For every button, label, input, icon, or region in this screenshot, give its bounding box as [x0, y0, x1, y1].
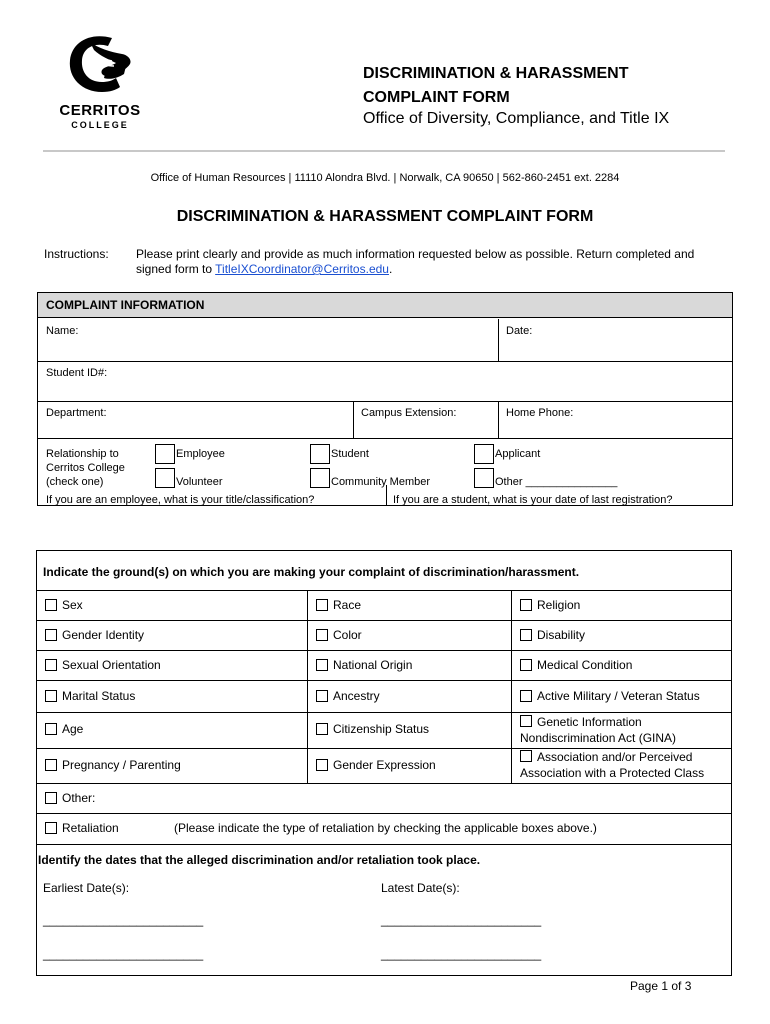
row-divider — [38, 401, 732, 402]
ground-marital-status[interactable] — [45, 689, 135, 703]
checkbox[interactable] — [45, 659, 57, 671]
coordinator-email-link[interactable]: TitleIXCoordinator@Cerritos.edu — [215, 262, 389, 276]
ground-label: Race — [333, 598, 362, 612]
employee-label: Employee — [176, 448, 225, 460]
ground-label-cont: Association with a Protected Class — [520, 766, 705, 780]
ground-gender-expression[interactable] — [316, 758, 436, 772]
ground-genetic-information[interactable] — [520, 714, 676, 746]
checkbox[interactable] — [316, 690, 328, 702]
cougar-c-icon — [50, 30, 150, 105]
ground-label: Other: — [62, 791, 96, 805]
col-divider — [498, 401, 499, 438]
ground-pregnancy-parenting[interactable] — [45, 758, 181, 772]
complaint-information-heading: COMPLAINT INFORMATION — [37, 292, 733, 318]
dates-heading: Identify the dates that the alleged discrimination and/or retaliation took place. — [38, 853, 481, 867]
ground-label: Pregnancy / Parenting — [62, 758, 181, 772]
row-divider — [38, 438, 732, 439]
community-member-checkbox[interactable] — [310, 468, 330, 488]
col-divider — [498, 319, 499, 361]
row-divider — [37, 590, 731, 591]
earliest-date-line-1[interactable]: ________________________ — [43, 913, 204, 927]
row-divider — [37, 620, 731, 621]
grounds-table — [36, 550, 732, 976]
instructions-text-end: . — [388, 262, 393, 276]
ground-sexual-orientation[interactable] — [45, 658, 161, 672]
checkbox[interactable] — [316, 599, 328, 611]
ground-gender-identity[interactable] — [45, 628, 144, 642]
ground-label: Citizenship Status — [333, 722, 430, 736]
ground-religion[interactable] — [520, 598, 580, 612]
ground-ancestry[interactable] — [316, 689, 380, 703]
ground-label: Genetic Information — [537, 715, 642, 729]
checkbox[interactable] — [45, 690, 57, 702]
row-divider — [37, 783, 731, 784]
logo-subtitle: COLLEGE — [71, 120, 129, 130]
ground-label-cont: Nondiscrimination Act (GINA) — [520, 731, 677, 745]
relationship-line2: Cerritos College — [46, 462, 125, 474]
col-divider — [307, 590, 308, 783]
checkbox[interactable] — [45, 822, 57, 834]
ground-label: Ancestry — [333, 689, 380, 703]
ground-citizenship-status[interactable] — [316, 722, 429, 736]
row-divider — [37, 680, 731, 681]
ground-disability[interactable] — [520, 628, 585, 642]
complaint-information-table — [37, 292, 733, 506]
student-label: Student — [331, 448, 369, 460]
ground-label: Sexual Orientation — [62, 658, 161, 672]
ground-national-origin[interactable] — [316, 658, 412, 672]
col-divider — [353, 401, 354, 438]
department-field[interactable]: Department: — [46, 407, 107, 419]
instructions-text-body: Please print clearly and provide as much information requested below as possible. Return completed and signed form to — [136, 247, 695, 276]
employee-checkbox[interactable] — [155, 444, 175, 464]
instructions-text — [136, 247, 726, 277]
checkbox[interactable] — [520, 750, 532, 762]
header-title — [363, 62, 628, 110]
row-divider — [38, 361, 732, 362]
ground-label: Marital Status — [62, 689, 136, 703]
ground-military-veteran[interactable] — [520, 689, 700, 703]
latest-date-line-2[interactable]: ________________________ — [381, 947, 542, 961]
ground-label: Religion — [537, 598, 581, 612]
ground-label: Association and/or Perceived — [537, 750, 693, 764]
ground-age[interactable] — [45, 722, 83, 736]
home-phone-field[interactable]: Home Phone: — [506, 407, 574, 419]
ground-retaliation[interactable] — [45, 821, 119, 835]
student-registration-question[interactable]: If you are a student, what is your date of last registration? — [393, 494, 673, 506]
row-divider — [37, 844, 731, 845]
checkbox[interactable] — [45, 759, 57, 771]
relationship-label — [46, 447, 125, 489]
other-label: Other _______________ — [495, 476, 618, 488]
ground-medical-condition[interactable] — [520, 658, 632, 672]
ground-label: Retaliation — [62, 821, 119, 835]
ground-label: Medical Condition — [537, 658, 633, 672]
checkbox[interactable] — [316, 629, 328, 641]
date-field[interactable]: Date: — [506, 325, 533, 337]
ground-label: Gender Expression — [333, 758, 436, 772]
ground-label: Sex — [62, 598, 83, 612]
latest-dates-label: Latest Date(s): — [381, 881, 460, 895]
genetic-line1-wrap — [520, 714, 676, 730]
ground-label: Active Military / Veteran Status — [537, 689, 700, 703]
earliest-dates-label: Earliest Date(s): — [43, 881, 130, 895]
col-divider — [511, 590, 512, 783]
header-office: Office of Diversity, Compliance, and Title IX — [363, 110, 670, 127]
page-number: Page 1 of 3 — [630, 979, 692, 993]
form-title: DISCRIMINATION & HARASSMENT COMPLAINT FORM — [176, 208, 594, 225]
header-title-line2: COMPLAINT FORM — [363, 89, 510, 106]
ground-label: Disability — [537, 628, 586, 642]
logo-name: CERRITOS — [59, 102, 141, 119]
row-divider — [37, 712, 731, 713]
ground-label: Color — [333, 628, 362, 642]
latest-date-line-1[interactable]: ________________________ — [381, 913, 542, 927]
ground-other[interactable] — [45, 791, 95, 805]
ground-label: Gender Identity — [62, 628, 145, 642]
other-checkbox[interactable] — [474, 468, 494, 488]
checkbox[interactable] — [520, 690, 532, 702]
checkbox[interactable] — [45, 723, 57, 735]
retaliation-note: (Please indicate the type of retaliation by checking the applicable boxes above.) — [174, 821, 597, 835]
checkbox[interactable] — [316, 723, 328, 735]
checkbox[interactable] — [520, 629, 532, 641]
col-divider — [386, 485, 387, 506]
ground-race[interactable] — [316, 598, 361, 612]
community-member-label: Community Member — [331, 476, 431, 488]
ground-label: National Origin — [333, 658, 413, 672]
volunteer-checkbox[interactable] — [155, 468, 175, 488]
row-divider — [37, 813, 731, 814]
office-address: Office of Human Resources | 11110 Alondra Blvd. | Norwalk, CA 90650 | 562-860-2451 ext. 2284 — [150, 172, 620, 184]
ground-color[interactable] — [316, 628, 362, 642]
earliest-date-line-2[interactable]: ________________________ — [43, 947, 204, 961]
employee-title-question[interactable]: If you are an employee, what is your title/classification? — [46, 494, 315, 506]
header-title-line1: DISCRIMINATION & HARASSMENT — [363, 65, 629, 82]
applicant-checkbox[interactable] — [474, 444, 494, 464]
checkbox[interactable] — [520, 599, 532, 611]
checkbox[interactable] — [316, 659, 328, 671]
checkbox[interactable] — [45, 599, 57, 611]
header-divider — [43, 150, 725, 152]
row-divider — [37, 650, 731, 651]
ground-sex[interactable] — [45, 598, 83, 612]
checkbox[interactable] — [45, 792, 57, 804]
relationship-line1: Relationship to — [46, 448, 119, 460]
grounds-heading: Indicate the ground(s) on which you are making your complaint of discrimination/harassment. — [43, 565, 580, 579]
checkbox[interactable] — [520, 659, 532, 671]
relationship-line3: (check one) — [46, 476, 104, 488]
ground-association[interactable] — [520, 749, 704, 781]
checkbox[interactable] — [316, 759, 328, 771]
name-field[interactable]: Name: — [46, 325, 79, 337]
assoc-line1-wrap — [520, 749, 704, 765]
checkbox[interactable] — [520, 715, 532, 727]
campus-extension-field[interactable]: Campus Extension: — [361, 407, 457, 419]
volunteer-label: Volunteer — [176, 476, 223, 488]
student-id-field[interactable]: Student ID#: — [46, 367, 108, 379]
student-checkbox[interactable] — [310, 444, 330, 464]
ground-label: Age — [62, 722, 84, 736]
instructions-label: Instructions: — [44, 247, 109, 261]
checkbox[interactable] — [45, 629, 57, 641]
applicant-label: Applicant — [495, 448, 541, 460]
